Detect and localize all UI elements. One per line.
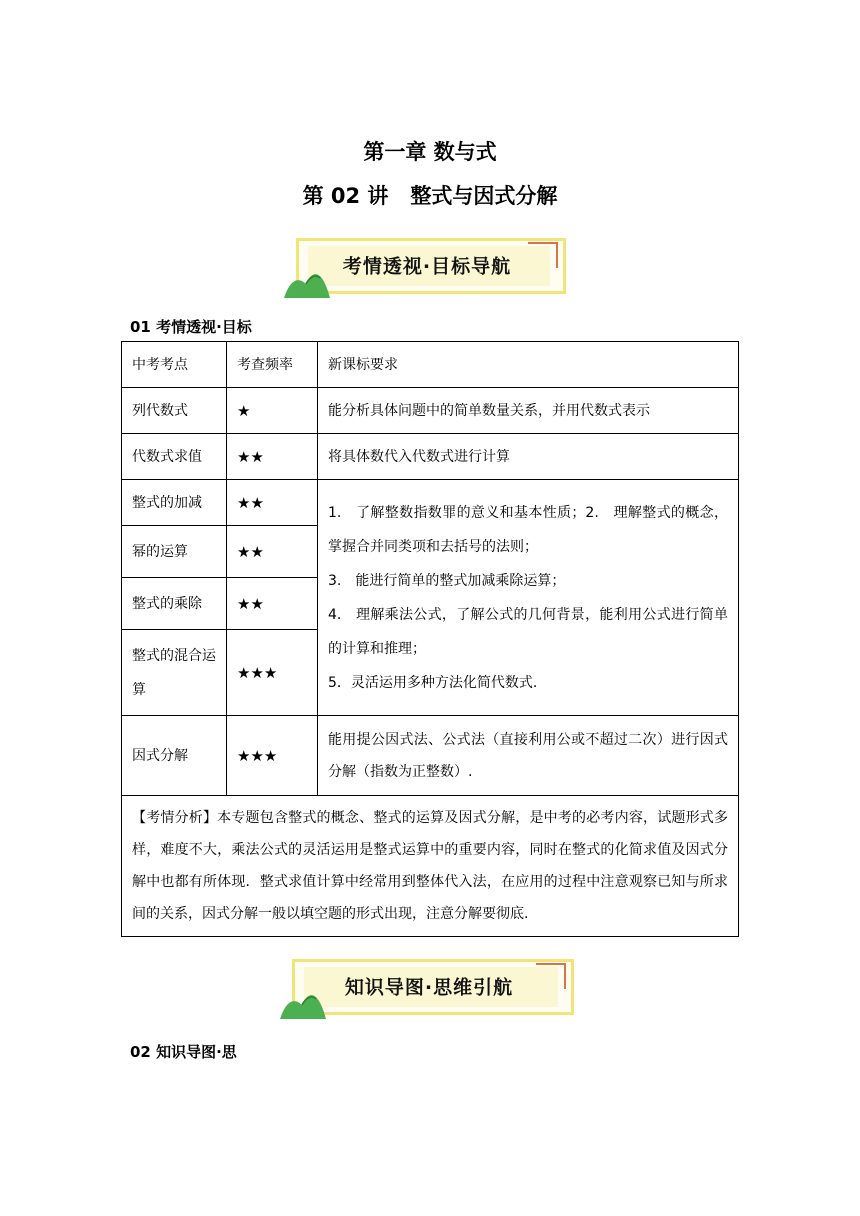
banner-knowledge-map bbox=[284, 957, 574, 1015]
exam-point-cell: 列代数式 bbox=[122, 388, 227, 434]
frequency-stars: ★★ bbox=[227, 480, 318, 526]
hill-icon bbox=[284, 266, 332, 298]
exam-point-cell: 整式的乘除 bbox=[122, 578, 227, 630]
exam-point-cell: 代数式求值 bbox=[122, 434, 227, 480]
requirement-line: 5．灵活运用多种方法化简代数式. bbox=[328, 674, 538, 691]
header-cell: 考查频率 bbox=[227, 342, 318, 388]
frequency-stars: ★★ bbox=[227, 434, 318, 480]
chapter-title: 第一章 数与式 bbox=[363, 140, 497, 164]
table-row bbox=[122, 716, 739, 796]
exam-point-cell: 整式的混合运算 bbox=[122, 630, 227, 716]
requirement-line: 3. 能进行简单的整式加减乘除运算； bbox=[328, 572, 566, 589]
exam-point-cell: 幂的运算 bbox=[122, 526, 227, 578]
requirement-line: 4. 理解乘法公式，了解公式的几何背景，能利用公式进行简单的计算和推理； bbox=[328, 606, 728, 657]
requirement-cell: 能用提公因式法、公式法（直接利用公或不超过二次）进行因式分解（指数为正整数）. bbox=[318, 716, 739, 796]
exam-analysis-text: 【考情分析】本专题包含整式的概念、整式的运算及因式分解，是中考的必考内容，试题形式多样，难度不大，乘法公式的灵活运用是整式运算中的重要内容，同时在整式的化简求值及因式分解中也都有所体现．整式求值计算中经常用到整体代入法，在应用的过程中注意观察已知与所求间的关系，因式分解一般以填空题的形式出现，注意分解要彻底. bbox=[122, 796, 739, 937]
banner-exam-analysis-label: 考情透视·目标导航 bbox=[342, 255, 512, 278]
analysis-row bbox=[122, 796, 739, 937]
lecture-number: 第 02 讲 bbox=[302, 184, 389, 208]
lecture-topic: 整式与因式分解 bbox=[410, 184, 558, 208]
requirement-cell: 能分析具体问题中的简单数量关系，并用代数式表示 bbox=[318, 388, 739, 434]
frequency-stars: ★★★ bbox=[227, 716, 318, 796]
hill-icon bbox=[280, 987, 328, 1019]
exam-point-cell: 整式的加减 bbox=[122, 480, 227, 526]
frequency-stars: ★★★ bbox=[227, 630, 318, 716]
exam-point-cell: 因式分解 bbox=[122, 716, 227, 796]
lecture-title bbox=[0, 180, 860, 210]
section-heading-2: 02 知识导图·思 bbox=[130, 1043, 237, 1061]
frequency-stars: ★ bbox=[227, 388, 318, 434]
table-row bbox=[122, 434, 739, 480]
merged-requirement-cell bbox=[318, 480, 739, 716]
header-cell: 中考考点 bbox=[122, 342, 227, 388]
requirement-cell: 将具体数代入代数式进行计算 bbox=[318, 434, 739, 480]
banner-knowledge-map-label: 知识导图·思维引航 bbox=[344, 976, 514, 999]
table-row bbox=[122, 388, 739, 434]
header-cell: 新课标要求 bbox=[318, 342, 739, 388]
section-heading-1: 01 考情透视·目标 bbox=[130, 318, 252, 336]
frequency-stars: ★★ bbox=[227, 578, 318, 630]
table-header-row bbox=[122, 342, 739, 388]
requirement-line: 1. 了解整数指数罪的意义和基本性质；2. 理解整式的概念，掌握合并同类项和去括号的法则； bbox=[328, 504, 728, 555]
frequency-stars: ★★ bbox=[227, 526, 318, 578]
banner-exam-analysis bbox=[288, 236, 566, 294]
table-row bbox=[122, 480, 739, 526]
exam-goals-table bbox=[121, 341, 739, 937]
